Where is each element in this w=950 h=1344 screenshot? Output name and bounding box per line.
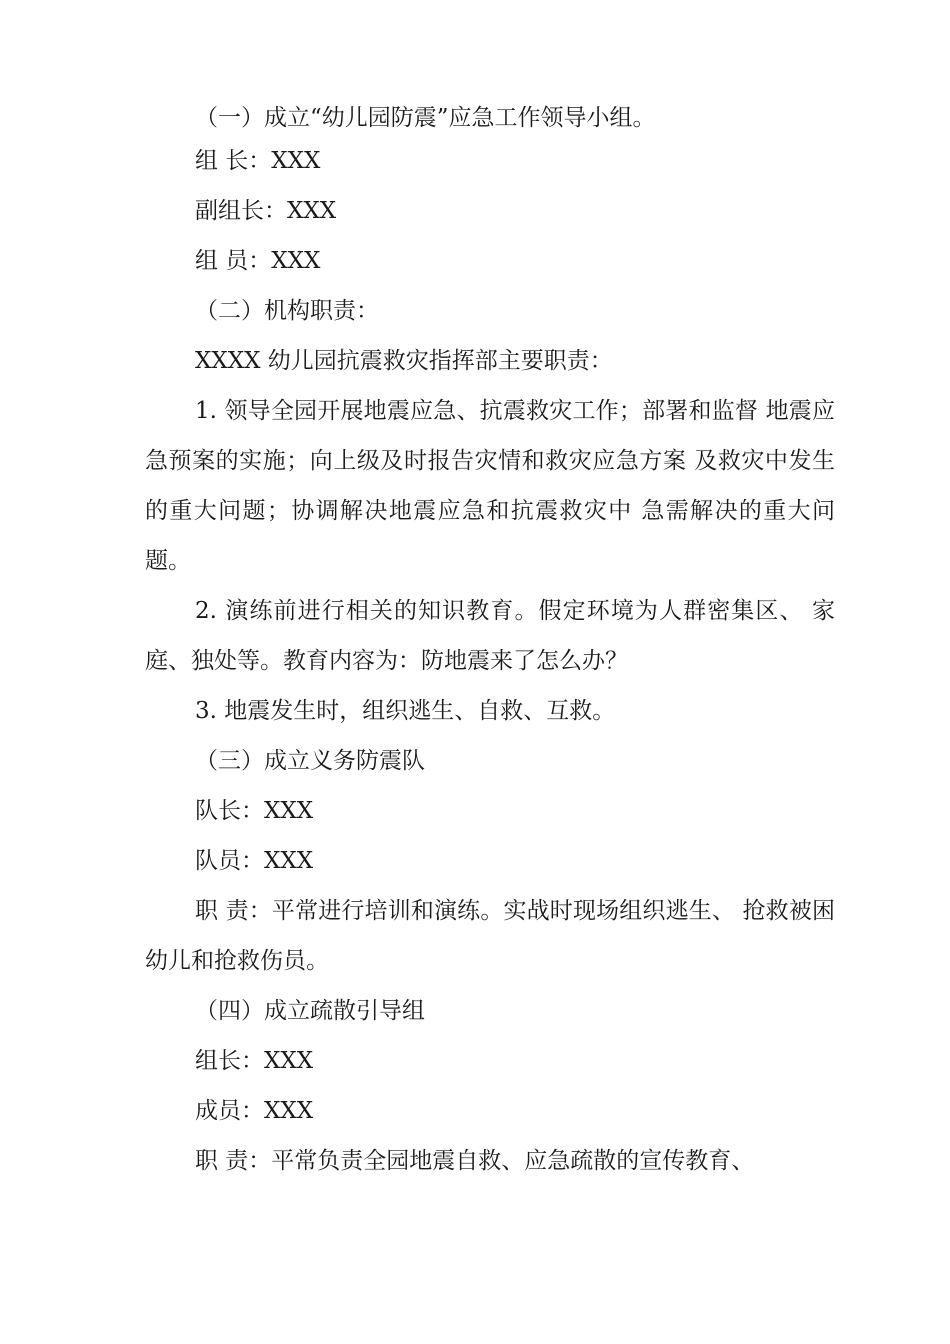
section-2-heading: （二）机构职责： bbox=[195, 298, 379, 324]
evac-duties: 职 责：平常负责全园地震自救、应急疏散的宣传教育、 bbox=[195, 1148, 755, 1174]
team-members-line: 队员：XXX bbox=[195, 848, 314, 874]
evac-members-line: 成员：XXX bbox=[195, 1098, 314, 1124]
evac-leader-line: 组长：XXX bbox=[195, 1048, 314, 1074]
members-line: 组 员：XXX bbox=[195, 248, 321, 274]
duty-item-2: 2. 演练前进行相关的知识教育。假定环境为人群密集区、 家庭、独处等。教育内容为：防地震来了怎么办？ bbox=[145, 598, 835, 674]
duty-item-3: 3. 地震发生时，组织逃生、自救、互救。 bbox=[195, 698, 616, 724]
deputy-leader-line: 副组长：XXX bbox=[195, 198, 337, 224]
leader-line: 组 长：XXX bbox=[195, 148, 321, 174]
team-leader-line: 队长：XXX bbox=[195, 798, 314, 824]
section-1-heading: （一）成立“幼儿园防震”应急工作领导小组。 bbox=[195, 105, 656, 131]
duty-item-1: 1. 领导全园开展地震应急、抗震救灾工作；部署和监督 地震应急预案的实施；向上级及时报告灾情和救灾应急方案 及救灾中发生的重大问题；协调解决地震应急和抗震救灾中 急需解决的重大问题。 bbox=[145, 398, 835, 574]
team-duties: 职 责：平常进行培训和演练。实战时现场组织逃生、 抢救被困幼儿和抢救伤员。 bbox=[145, 898, 835, 974]
section-4-heading: （四）成立疏散引导组 bbox=[195, 998, 425, 1024]
duties-intro: XXXX 幼儿园抗震救灾指挥部主要职责： bbox=[195, 348, 613, 374]
section-3-heading: （三）成立义务防震队 bbox=[195, 748, 425, 774]
